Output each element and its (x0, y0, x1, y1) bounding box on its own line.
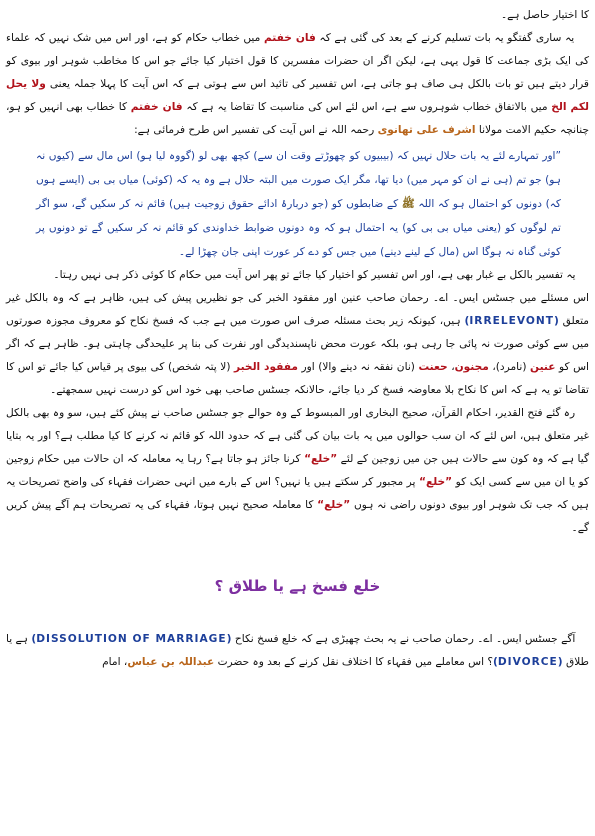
text-run: میں بالاتفاق خطاب شوہروں سے ہے، اس لئے اس کی مناسبت کا تقاضا یہ ہے کہ (186, 101, 548, 113)
term-khula: ”خلع“ (419, 476, 453, 488)
text-run: رہ گئے فتح القدیر، احکام القرآن، صحیح البخاری اور المبسوط کے وہ حوالے جو جسٹس صاحب نے پیش کئے ہیں، سو وہ بھی بالکل غیر متعلق ہیں، اس لئے کہ ان سب حوالوں میں یہ بات بیان کی گئی ہے کہ حدود اللہ کو قائم نہ کرنے کا کیا مطلب ہے؟ اور یہ بتایا گیا ہے کہ وہ کون سے حالات ہیں جن میں زوجین کے لئے (6, 407, 589, 465)
paragraph-1 (6, 27, 589, 142)
text-run: یہ تفسیر بالکل بے غبار بھی ہے، اور اس تفسیر کو اختیار کیا جائے تو پھر اس آیت میں حکام کا کوئی ذکر ہی نہیں رہتا۔ (53, 269, 576, 281)
paragraph-intro (6, 4, 589, 27)
quote-text: ”اور تمہارے لئے یہ بات حلال نہیں کہ (بیبیوں کو چھوڑتے وقت ان سے) کچھ بھی لو (گووہ لیا ہو) اس مال سے (کیوں نہ ہو) جو تم (ہی نے ان کو مہر میں) دیا تھا، مگر ایک صورت میں البتہ حلال ہے وہ یہ کہ (کوئی) میاں بی بی (ایسے ہوں کہ) دونوں کو احتمال ہو کہ اللہ (36, 150, 561, 210)
document-page (6, 4, 589, 674)
paragraph-2 (6, 264, 589, 287)
text-run: کا اختیار حاصل ہے۔ (500, 9, 589, 21)
text-run: (نان نفقہ نہ دینے والا) اور (301, 361, 415, 373)
text-run: کا معاملہ صحیح نہیں ہوتا، فقہاء کی یہ تصریحات ہم آگے پیش کریں گے۔ (6, 499, 589, 534)
text-run: پر مجبور کر سکتے ہیں یا نہیں؟ اس کے بارے میں انہی حضرات فقہاء کی واضح تصریحات یہ ہیں کہ جب تک شوہر اور بیوی دونوں راضی نہ ہوں (6, 476, 590, 511)
english-term-divorce: (DIVORCE) (493, 656, 563, 668)
english-term-irrelevant: (IRRELEVONT) (464, 315, 559, 327)
salutation-glyph: ﷺ (401, 198, 415, 210)
text-run: رحمہ اللہ نے اس آیت کی تفسیر اس طرح فرمائی ہے: (134, 124, 375, 136)
text-run: میں خطاب حکام کو ہے، اور اس میں شک نہیں کہ علماء کی ایک بڑی جماعت کا قول یہی ہے، لیکن اگر ان حضرات مفسرین کا قول اختیار کیا جائے جو اس کا مخاطب شوہر اور بیوی کو قرار دیتے ہیں تو بات بالکل ہی صاف ہو جاتی ہے، اس تفسیر کی تائید اس سے ہوتی ہے کہ اس آیت کا پہلا جملہ یعنی (6, 32, 589, 90)
term-khula: ”خلع“ (304, 453, 338, 465)
text-run: آگے جسٹس ایس۔ اے۔ رحمان صاحب نے یہ بحث چھیڑی ہے کہ خلع فسخ نکاح (234, 633, 576, 645)
term-hanat: حعنت (418, 361, 448, 373)
text-run: ہے یا طلاق (6, 633, 589, 668)
text-run: ہیں، کیونکہ زیر بحث مسئلہ صرف اس صورت میں ہے جب کہ فسخ نکاح کو معروف مجوزہ صورتوں میں سے کوئی صورت نہ پائی جا رہی ہو، بلکہ عورت محض ناپسندیدگی اور نفرت کی بنا پر علیحدگی چاہتی ہو۔ ظاہر ہے کہ اگر اس کو (6, 315, 589, 373)
text-run: کا خطاب بھی انہیں کو ہو، چنانچہ حکیم الامت مولانا (6, 101, 589, 136)
text-run: ، امام (102, 656, 128, 668)
text-run: ؟ اس معاملے میں فقہاء کا اختلاف نقل کرنے کے بعد وہ حضرت (217, 656, 494, 668)
text-run: (لا پتہ شخص) کی بیوی پر قیاس کیا جائے تو اس کا تقاضا تو یہ ہے کہ اس کا نکاح بلا معاوضہ فسخ کر دیا جائے، حالانکہ جسٹس صاحب بھی خود اس کو درست نہیں سمجھتے۔ (6, 361, 589, 396)
term-majnoon: مجنون (454, 361, 489, 373)
term-inneen: عنین (530, 361, 556, 373)
arabic-term-fan-khiftum-2: فان خفتم (130, 101, 183, 113)
text-run: یہ ساری گفتگو یہ بات تسلیم کرنے کے بعد کی گئی ہے کہ (319, 32, 575, 44)
paragraph-5 (6, 628, 589, 674)
text-run: ، (451, 361, 455, 373)
tafsir-quotation (36, 144, 561, 264)
arabic-term-fan-khiftum: فان خفتم (263, 32, 316, 44)
english-term-dissolution: (DISSOLUTION OF MARRIAGE) (31, 633, 232, 645)
term-mafqood: مفقود الخبر (234, 361, 298, 373)
paragraph-3 (6, 287, 589, 402)
arabic-term-wala-yahillu: ولا یحل لکم الخ (6, 78, 589, 113)
scholar-name: عبداللہ بن عباس (127, 656, 215, 668)
text-run: کرنا جائز ہو جاتا ہے؟ رہا یہ معاملہ کہ ان حالات میں حکام زوجین کو یا ان میں سے کسی ایک کو (6, 453, 589, 488)
section-heading: خلع فسخ ہے یا طلاق ؟ (214, 577, 381, 595)
paragraph-4 (6, 402, 589, 540)
term-khula: ”خلع“ (317, 499, 351, 511)
text-run: (نامرد)، (492, 361, 527, 373)
text-run: اس مسئلے میں جسٹس ایس۔ اے۔ رحمان صاحب عنین اور مفقود الخبر کی جو نظیریں پیش کی ہیں، ظاہر ہے کہ وہ بالکل غیر متعلق (6, 292, 589, 327)
scholar-name: اشرف علی تھانوی (377, 124, 476, 136)
quote-text: کے ضابطوں کو (جو دربارۂ ادائے حقوق زوجیت ہیں) قائم نہ کر سکیں گے، سو اگر تم لوگوں کو (یعنی میاں بی بی کو) یہ احتمال ہو کہ وہ دونوں ضوابط خداوندی کو قائم نہ کر سکیں گے تو دونوں پر کوئی گناہ نہ ہوگا اس (مال کے لینے دینے) میں جس کو دے کر عورت اپنی جان چھڑا لے۔ (36, 198, 561, 258)
